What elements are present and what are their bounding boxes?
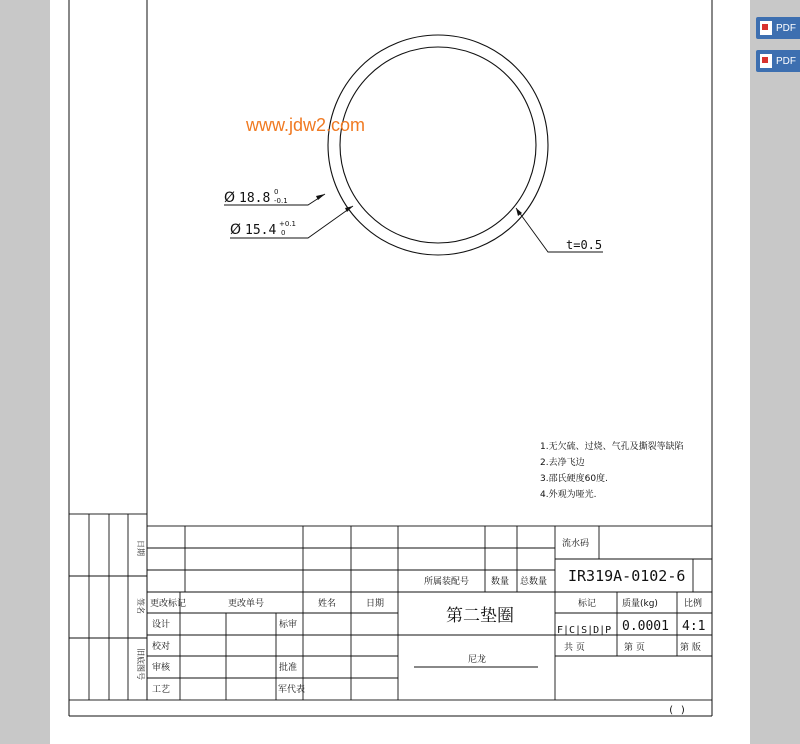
ring-inner-circle [340,47,536,243]
bottom-bracket: ( ) [668,705,687,716]
drawing-sheet [50,0,750,744]
scale-value: 4:1 [682,619,706,634]
ring-part [328,35,548,255]
thickness-label: t=0.5 [566,238,603,252]
change-no-label: 更改单号 [228,599,265,609]
date-label: 日期 [366,599,385,609]
outer-diameter-tol-lower: -0.1 [274,197,288,205]
role-check: 校对 [152,642,171,652]
part-name: 第二垫圈 [446,606,514,626]
pdf-icon [760,21,772,35]
material: 尼龙 [468,655,487,665]
mark-label: 标记 [578,599,597,609]
pdf-panel-button[interactable] [756,50,800,72]
inner-diameter-value: 15.4 [245,223,277,238]
ring-outer-circle [328,35,548,255]
inner-diameter-tol-upper: +0.1 [279,220,296,228]
inner-diameter-tol-lower: 0 [281,229,286,237]
outer-diameter-tol-upper: 0 [274,188,279,196]
mass-value: 0.0001 [622,619,669,634]
note-1: 1.无欠硫、过烧、气孔及撕裂等缺陷 [540,442,684,452]
pdf-icon [760,54,772,68]
note-2: 2.去净飞边 [540,458,585,468]
outer-diameter-value: 18.8 [239,191,271,206]
side-label-date: 日期 [136,540,145,556]
pdf-panel-label: PDF [776,22,796,34]
role-approve: 批准 [279,663,298,673]
outer-diameter-symbol: Ø [224,190,236,206]
scale-label: 比例 [684,599,703,609]
assembly-no-label: 所属装配号 [424,577,470,587]
name-label: 姓名 [318,599,337,609]
stage-marks: F|C|S|D|P [557,625,612,636]
role-standard-review: 标审 [279,620,298,630]
part-number: IR319A-0102-6 [568,567,686,585]
side-label-old-drawing: 旧底图号 [136,648,145,680]
role-review: 审核 [152,663,171,673]
sheet-number: 第 页 [624,643,645,653]
role-process: 工艺 [152,685,171,695]
pdf-panel-label: PDF [776,55,796,67]
flow-code-label: 流水码 [562,539,590,549]
revision-mark-label: 更改标记 [150,599,187,609]
mass-label: 质量(kg) [622,599,658,609]
note-4: 4.外观为哑光. [540,490,597,500]
role-military-rep: 军代表 [278,685,306,695]
inner-diameter-symbol: Ø [230,222,242,238]
version: 第 版 [680,643,701,653]
watermark: www.jdw2.com [246,115,366,135]
note-3: 3.邵氏硬度60度. [540,474,608,484]
role-design: 设计 [152,620,171,630]
engineering-drawing [50,0,750,744]
sheet-total: 共 页 [564,643,585,653]
total-quantity-label: 总数量 [520,577,548,587]
side-label-signature: 签名 [136,598,145,614]
pdf-panel-button[interactable] [756,17,800,39]
quantity-label: 数量 [491,577,510,587]
